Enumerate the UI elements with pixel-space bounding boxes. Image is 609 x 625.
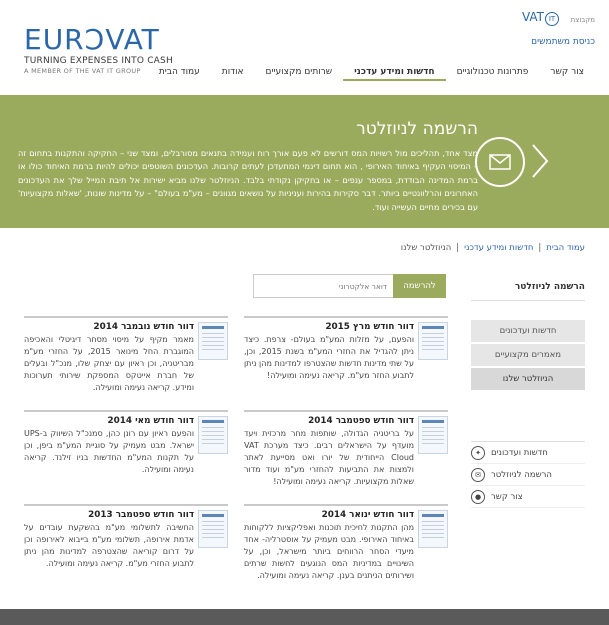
group-label: מקבוצת [570, 16, 595, 24]
newsletter-thumbnail[interactable] [418, 322, 448, 360]
sidebar-quick-links [471, 441, 585, 508]
chevron-right-icon[interactable] [529, 143, 551, 179]
newsletter-title[interactable]: דוור חודש ספטמבר 2014 [308, 416, 414, 426]
newsletter-title[interactable]: דוור חודש ינואר 2014 [321, 510, 414, 520]
nav-about[interactable]: אודות [221, 67, 244, 77]
vat-it-logo-text: VAT [521, 10, 544, 24]
subscribe-form [253, 274, 446, 298]
logo-subline: A MEMBER OF THE VAT IT GROUP [24, 67, 141, 75]
banner-text: מצד אחד, תהליכים מול רשויות המס דורשים לא פעם אורך רוח ועמידה בתנאים מסורבלים, ומצד שני – החקיקה והתקנות בתחום זה – המיסוי העקיף באיחוד האירופי , הוא תחום דינמי המתעדכן לעתים קרובות. העדכונים השוטפים יכולים להיות ברמת האיחוד כולו או ברמת המדינה הבודדת, במספר ענפים – או בחקיקן נקודתי בלבד. הניוזלטר שלנו מביא ישירות אל תיבת המייל שלך את העדכונים האחרונים והרלוונטיים ביותר. דבר סקירות בהירות ועניניות על נושאים מגוונים – מע"מ בעולם" – על מדינות שונות, 'שאלות מקצועיות' עם בכירים מחיים העשייה ועוד. [18, 148, 478, 212]
quick-link-label: חדשות ועדכונים [491, 447, 548, 458]
logo-wordmark: EURƆVAT [24, 23, 160, 56]
newsletter-thumbnail[interactable] [418, 416, 448, 454]
newsletter-card[interactable] [24, 316, 228, 402]
newsletter-thumbnail[interactable] [198, 322, 228, 360]
sidebar-item-news[interactable]: חדשות ועדכונים [471, 320, 585, 342]
breadcrumb-separator: | [456, 243, 460, 253]
banner-title: הרשמה לניוזלטר [356, 119, 478, 139]
newsletter-card[interactable] [244, 316, 448, 402]
newsletter-row [24, 410, 448, 498]
quick-link-label: צור קשר [491, 491, 523, 502]
newsletter-text: והפעם ראיון עם רונן כהן, סמנכ"ל השיווק ב-UPS ישראל. מבט מעמיק על סוגיית המע"מ ביפן, וכן על תקנות המע"מ החדשות בניו זילנד. קריאה נעימה ומועילה. [24, 429, 194, 474]
newsletter-card[interactable] [24, 410, 228, 496]
main-nav [148, 67, 595, 81]
sidebar-item-articles[interactable]: מאמרים מקצועיים [471, 344, 585, 366]
quick-link-label: הרשמה לניוזלטר [491, 469, 552, 480]
login-link[interactable]: כניסת משתמשים [531, 37, 595, 47]
newsletter-thumbnail[interactable] [198, 416, 228, 454]
breadcrumb-home[interactable]: עמוד הבית [546, 243, 585, 253]
nav-tech[interactable]: פתרונות טכנולוגיים [456, 67, 529, 77]
subscribe-button[interactable]: להרשמה [393, 274, 446, 298]
person-icon: ● [471, 490, 485, 504]
envelope-icon [475, 137, 525, 187]
newsletter-thumbnail[interactable] [198, 510, 228, 548]
quick-link-news[interactable] [471, 442, 585, 464]
newsletter-title[interactable]: דוור חודש נובמבר 2014 [93, 322, 194, 332]
breadcrumb-current: הניוזלטר שלנו [400, 243, 452, 253]
newsletter-card[interactable] [24, 504, 228, 590]
newsletter-text: מהן התקנות לחיכית תוכנות ואפליקציות ללקוחות באיחוד האירופי. מבט מעמיק על אוסטרליה- אחד מיעדי הסחר הרווחים ביותר מישראל, וכן, על השינויים במדיניות המס הנוגעים לחשות שרתים ושירותים הניתנים בענן. קריאה נעימה ומועילה. [244, 523, 414, 580]
newsletter-title[interactable]: דוור חודש מרץ 2015 [325, 322, 414, 332]
nav-home[interactable]: עמוד הבית [158, 67, 200, 77]
site-header [0, 0, 609, 95]
email-input[interactable] [253, 274, 393, 298]
site-footer [0, 609, 609, 625]
quick-link-newsletter[interactable] [471, 464, 585, 486]
newsletter-banner [0, 95, 609, 228]
newsletter-card[interactable] [244, 504, 448, 590]
newsletter-text: על בריטניה הגדולה, שותפות מחר מרכזית ויעד מועדף על הישראלים רבים. כיצד מערכת VAT Cloud הייחודית של יורו ואט מסייעת לאתר ולמצות את התביעות להחזרי מע"מ ועוד מדור שאלות מקצועיות. קריאה נעימה ומועילה! [244, 429, 414, 486]
newsletter-thumbnail[interactable] [418, 510, 448, 548]
newsletter-row [24, 316, 448, 404]
newsletter-card[interactable] [244, 410, 448, 496]
newsletter-text: והפעם, על מזלות המע"מ בעולם- צרפת. כיצד ניתן להגדיל את החזרי המע"מ בשנת 2015, וכן, על שתי מדינות חדשות שהצטרפו למדינות מהן ניתן לתבוע החזר מע"מ. קריאה נעימה ומועילה! [244, 335, 414, 380]
logo-tagline: TURNING EXPENSES INTO CASH [24, 56, 173, 66]
breadcrumb-section[interactable]: חדשות ומידע עדכני [464, 243, 534, 253]
newsletter-text: החשיבה לתשלומי מע"מ בהשקעת עובדים על אדמת אירופה, תשלומי מע"מ בייבוא לאירופה וכן על דרום קוריאה שהצטרפה למדינות מהן ניתן לתבוע החזרי מע"מ. קריאה נעימה ומועילה. [24, 523, 194, 568]
lightbulb-icon: ✦ [471, 446, 485, 460]
breadcrumb [401, 243, 585, 253]
newsletter-title[interactable]: דוור חודש ספטמבר 2013 [88, 510, 194, 520]
newsletter-title[interactable]: דוור חודש מאי 2014 [107, 416, 194, 426]
newsletter-row [24, 504, 448, 592]
nav-news[interactable]: חדשות ומידע עדכני [343, 67, 445, 81]
quick-link-contact[interactable] [471, 486, 585, 508]
nav-services[interactable]: שרותים מקצועיים [265, 67, 333, 77]
sidebar-title: הרשמה לניוזלטר [471, 282, 585, 301]
nav-contact[interactable]: צור קשר [550, 67, 584, 77]
sidebar [471, 282, 585, 508]
breadcrumb-separator: | [538, 243, 542, 253]
vat-it-logo[interactable] [522, 10, 559, 26]
newsletter-text: מאמר מקיף על מיסוי מסחר דיגיטלי והאכיפה המוגברת החל מינואר 2015, על החזרי מע"מ מבריטניה, וכן ראיון עם יצחק שלו, מנכ"ל ובעלים של חברת אייטקס המספקת שירותי תערוכות ומידע. קריאה נעימה ומועילה. [24, 335, 194, 392]
vat-it-logo-mark: IT [545, 12, 559, 26]
envelope-icon: ✉ [471, 468, 485, 482]
sidebar-item-newsletter[interactable]: הניוזלטר שלנו [471, 368, 585, 390]
newsletter-grid [24, 316, 448, 598]
